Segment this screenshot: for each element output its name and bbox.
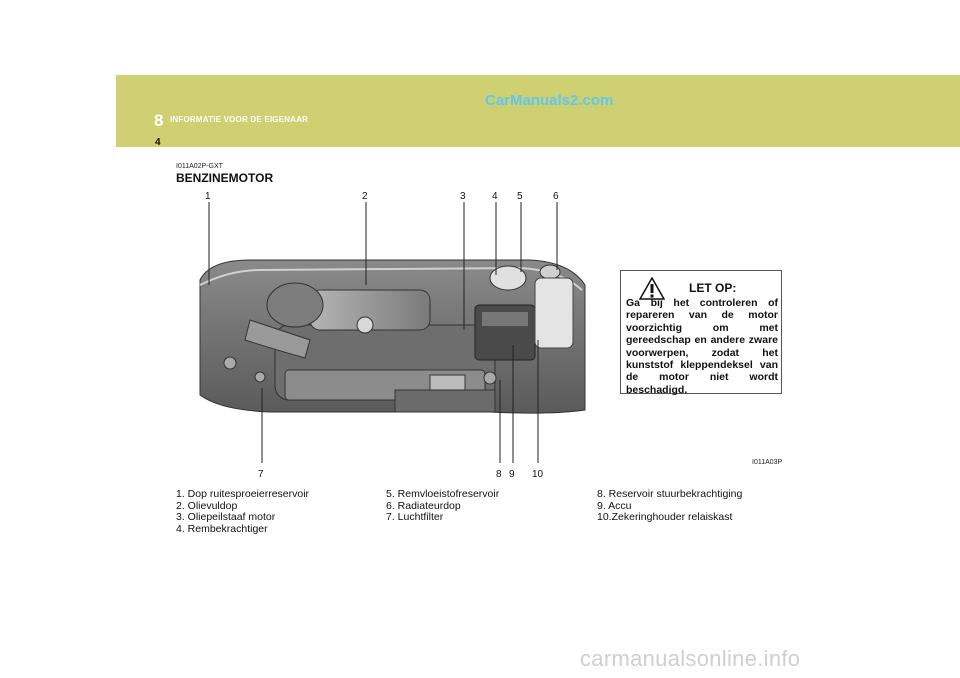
header-band bbox=[116, 75, 960, 147]
watermark-bottom[interactable]: carmanualsonline.info bbox=[580, 646, 801, 671]
callout-1: 1 bbox=[205, 191, 211, 202]
legend-item: 2. Olievuldop bbox=[176, 499, 238, 512]
chapter-title: INFORMATIE VOOR DE EIGENAAR bbox=[170, 115, 309, 124]
legend-column-1 bbox=[176, 489, 309, 535]
callout-3: 3 bbox=[460, 191, 466, 202]
legend-item: 5. Remvloeistofreservoir bbox=[386, 488, 500, 500]
callout-6: 6 bbox=[553, 191, 559, 202]
legend-item: 4. Rembekrachtiger bbox=[176, 522, 268, 535]
engine-bay-figure bbox=[190, 190, 590, 480]
callout-8: 8 bbox=[496, 469, 502, 480]
callout-7: 7 bbox=[258, 469, 264, 480]
callout-9: 9 bbox=[509, 469, 515, 480]
warning-box bbox=[620, 270, 782, 394]
legend-item: 10.Zekeringhouder relaiskast bbox=[597, 511, 733, 524]
legend-item: 7. Luchtfilter bbox=[386, 511, 444, 524]
watermark-top[interactable]: CarManuals2.com bbox=[485, 92, 614, 109]
legend-column-2 bbox=[386, 489, 499, 524]
callout-10: 10 bbox=[532, 469, 544, 480]
section-title: BENZINEMOTOR bbox=[176, 171, 274, 185]
chapter-number: 8 bbox=[154, 111, 164, 130]
callout-4: 4 bbox=[492, 191, 498, 202]
callout-2: 2 bbox=[362, 191, 368, 202]
figure-code: I011A03P bbox=[752, 459, 783, 466]
warning-text: Ga bij het controleren of repareren van de motor voorzichtig om met gereedschap en andere zware voorwerpen, zodat het kunststof kleppendeksel van de motor niet wordt beschadigd. bbox=[626, 297, 778, 396]
callout-5: 5 bbox=[517, 191, 523, 202]
legend-item: 8. Reservoir stuurbekrachtiging bbox=[597, 488, 743, 500]
legend-item: 6. Radiateurdop bbox=[386, 499, 461, 512]
warning-title: LET OP: bbox=[689, 281, 737, 295]
legend-item: 1. Dop ruitesproeierreservoir bbox=[176, 488, 310, 500]
engine-illustration bbox=[190, 190, 590, 480]
legend-item: 9. Accu bbox=[597, 499, 632, 512]
legend-item: 3. Oliepeilstaaf motor bbox=[176, 511, 276, 524]
page-number: 4 bbox=[155, 137, 161, 148]
section-code: I011A02P-GXT bbox=[176, 163, 223, 170]
legend-column-3 bbox=[597, 489, 742, 524]
